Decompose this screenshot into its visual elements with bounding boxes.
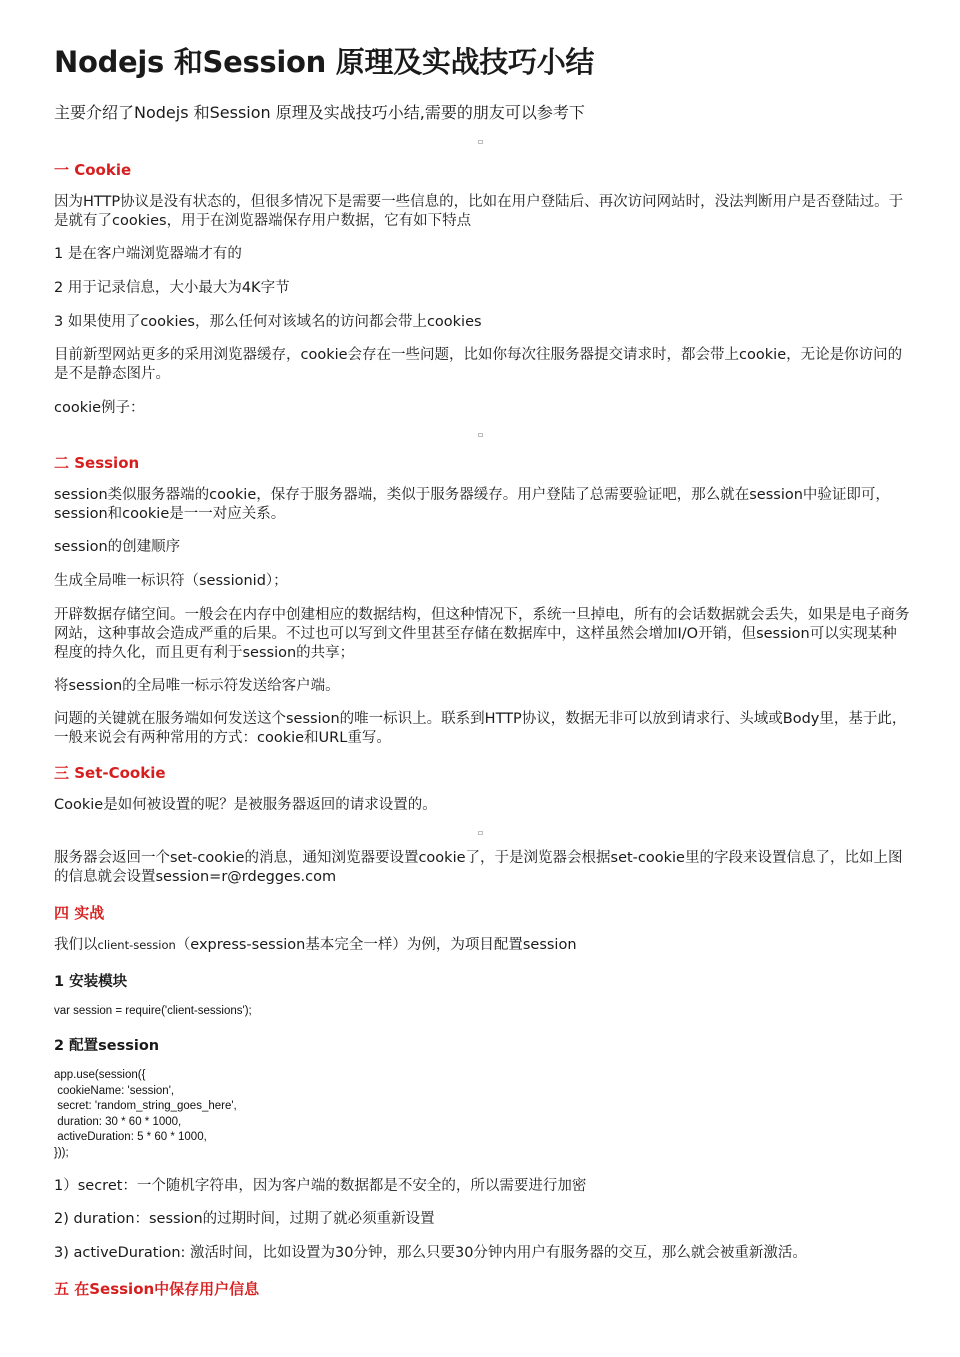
section-heading-save-user: 五 在Session中保存用户信息 <box>54 1280 260 1298</box>
paragraph: 将session的全局唯一标示符发送给客户端。 <box>54 678 340 694</box>
text-run: client-session <box>97 938 176 952</box>
paragraph: Cookie是如何被设置的呢？是被服务器返回的请求设置的。 <box>54 797 437 813</box>
page-subtitle: 主要介绍了Nodejs 和Session 原理及实战技巧小结,需要的朋友可以参考下 <box>54 103 585 122</box>
code-block: app.use(session({ cookieName: 'session', secret: 'random_string_goes_here', duration: 30 * 60 * 1000, activeDuration: 5 * 60 * 1000, })); <box>54 1069 237 1159</box>
paragraph: session类似服务器端的cookie，保存于服务器端，类似于服务器缓存。用户登陆了总需要验证吧，那么就在session中验证即可，session和cookie是一一对应关系。 <box>54 487 890 522</box>
paragraph: 因为HTTP协议是没有状态的，但很多情况下是需要一些信息的，比如在用户登陆后、再次访问网站时，没法判断用户是否登陆过。于是就有了cookies，用于在浏览器端保存用户数据，它有如下特点 <box>54 194 904 229</box>
paragraph: session的创建顺序 <box>54 539 181 555</box>
section-heading-cookie: 一 Cookie <box>54 161 132 179</box>
paragraph: 目前新型网站更多的采用浏览器缓存，cookie会存在一些问题，比如你每次往服务器提交请求时，都会带上cookie，无论是你访问的是不是静态图片。 <box>54 347 903 382</box>
image-placeholder-icon <box>478 433 483 437</box>
image-placeholder-icon <box>478 140 483 144</box>
code-block: var session = require('client-sessions'); <box>54 1005 252 1017</box>
note-item: 2) duration：session的过期时间，过期了就必须重新设置 <box>54 1211 435 1227</box>
subheading-install: 1 安装模块 <box>54 974 128 990</box>
paragraph: 问题的关键就在服务端如何发送这个session的唯一标识上。联系到HTTP协议，数据无非可以放到请求行、头域或Body里，基于此，一般来说会有两种常用的方式：cookie和URL重写。 <box>54 711 907 746</box>
list-item: 2 用于记录信息，大小最大为4K字节 <box>54 280 290 296</box>
note-item: 3) activeDuration: 激活时间，比如设置为30分钟，那么只要30分钟内用户有服务器的交互，那么就会被重新激活。 <box>54 1245 807 1261</box>
paragraph: 生成全局唯一标识符（sessionid）； <box>54 573 288 589</box>
section-heading-session: 二 Session <box>54 454 140 472</box>
paragraph: cookie例子： <box>54 400 145 416</box>
paragraph: 开辟数据存储空间。一般会在内存中创建相应的数据结构，但这种情况下，系统一旦掉电，所有的会话数据就会丢失，如果是电子商务网站，这种事故会造成严重的后果。不过也可以写到文件里甚至存储在数据库中，这样虽然会增加I/O开销，但session可以实现某种程度的持久化，而且更有利于session的共享； <box>54 607 910 661</box>
list-item: 3 如果使用了cookies，那么任何对该域名的访问都会带上cookies <box>54 314 482 330</box>
paragraph: 服务器会返回一个set-cookie的消息，通知浏览器要设置cookie了，于是浏览器会根据set-cookie里的字段来设置信息了，比如上图的信息就会设置session=r@rdegges.com <box>54 850 903 885</box>
list-item: 1 是在客户端浏览器端才有的 <box>54 246 242 262</box>
note-item: 1）secret：一个随机字符串，因为客户端的数据都是不安全的，所以需要进行加密 <box>54 1178 587 1194</box>
section-heading-practice: 四 实战 <box>54 904 105 922</box>
subheading-config: 2 配置session <box>54 1038 160 1054</box>
paragraph <box>54 936 910 955</box>
image-placeholder-icon <box>478 831 483 835</box>
page-title: Nodejs 和Session 原理及实战技巧小结 <box>54 45 595 79</box>
section-heading-set-cookie: 三 Set-Cookie <box>54 764 166 782</box>
text-run: 我们以 <box>54 937 98 953</box>
text-run: （express-session基本完全一样）为例，为项目配置session <box>175 937 577 953</box>
